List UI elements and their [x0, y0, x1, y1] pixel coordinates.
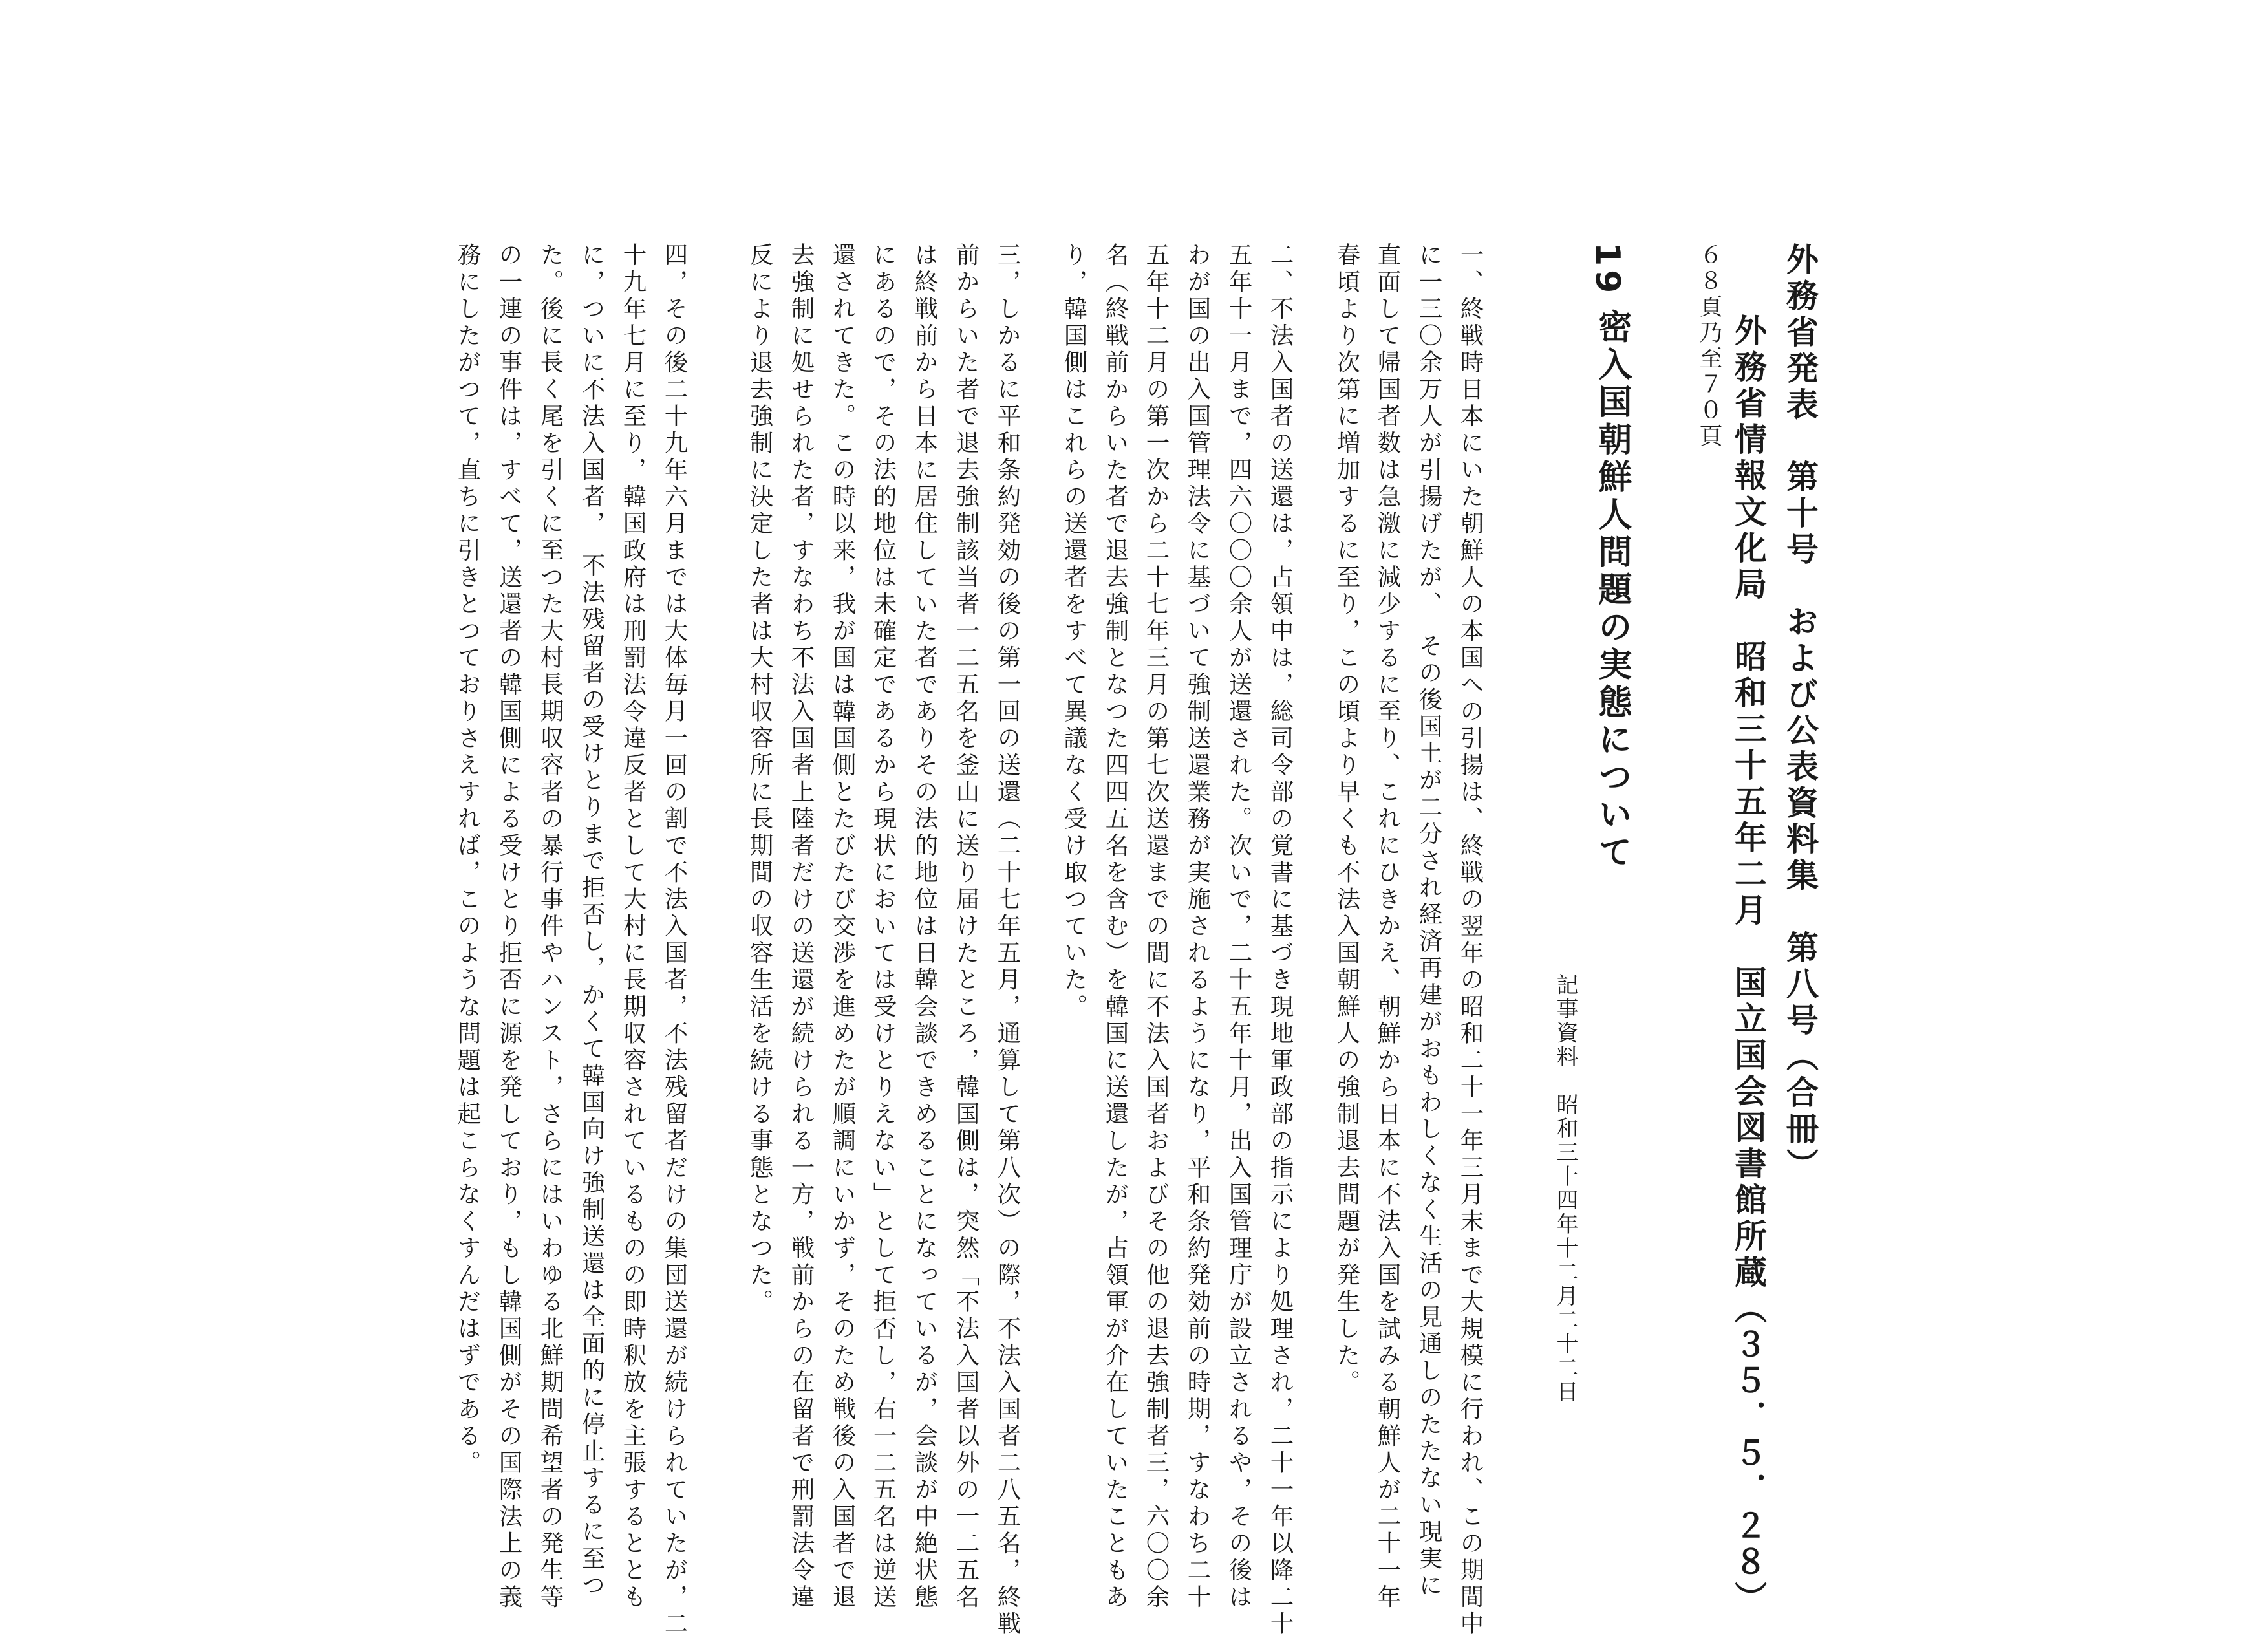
body-line: に一三〇余万人が引揚げたが、 その後国土が二分され経済再建がおもわしくなく生活の見通しのたたない現実に: [1415, 242, 1443, 1600]
body-line: 二、不法入国者の送還は，占領中は，総司令部の覚書に基づき現地軍政部の指示により処理され，二十一年以降二十: [1267, 242, 1294, 1638]
publication-source: 外務省情報文化局 昭和三十五年二月 国立国会図書館所蔵（３５．５．２８）: [1729, 314, 1767, 1617]
body-line: 還されてきた。この時以来，我が国は韓国側とたびたび交渉を進めたが順調にいかず，そのため戦後の入国者で退: [829, 242, 857, 1611]
body-line: 四，その後二十九年六月までは大体毎月一回の割で不法入国者，不法残留者だけの集団送還が続けられていたが，二: [661, 242, 689, 1638]
body-line: 十九年七月に至り，韓国政府は刑罰法令違反者として大村に長期収容されているものの即時釈放を主張するととも: [619, 242, 647, 1611]
body-line: 名（終戦前からいた者で退去強制となつた四四五名を含む）を韓国に送還したが，占領軍が介在していたこともあ: [1102, 242, 1129, 1611]
body-line: 去強制に処せられた者，すなわち不法入国者上陸者だけの送還が続けられる一方，戦前からの在留者で刑罰法令違: [787, 242, 815, 1611]
body-line: 五年十二月の第一次から二十七年三月の第七次送還までの間に不法入国者およびその他の退去強制者三，六〇〇余: [1142, 242, 1170, 1611]
article-number: 19: [1588, 242, 1627, 297]
body-line: わが国の出入国管理法令に基づいて強制送還業務が実施されるようになり，平和条約発効前の時期，すなわち二十: [1184, 242, 1212, 1611]
publication-title: 外務省発表 第十号 および公表資料集 第八号（合冊）: [1781, 242, 1819, 1184]
body-line: 春頃より次第に増加するに至り，この頃より早くも不法入国朝鮮人の強制退去問題が発生した。: [1333, 242, 1361, 1397]
body-line: 反により退去強制に決定した者は大村収容所に長期間の収容生活を続ける事態となつた。: [746, 242, 774, 1316]
body-line: り，韓国側はこれらの送還者をすべて異議なく受け取つていた。: [1060, 242, 1088, 1021]
body-line: 務にしたがつて，直ちに引きとつておりさえすれば，このような問題は起こらなくすんだはずである。: [454, 242, 482, 1477]
article-title: 密入国朝鮮人問題の実態について: [1592, 309, 1631, 872]
body-line: は終戦前から日本に居住していた者でありその法的地位は日韓会談できめることになっているが，会談が中絶状態: [911, 242, 939, 1611]
body-line: 一、終戦時日本にいた朝鮮人の本国への引揚は、終戦の翌年の昭和二十一年三月末まで大規模に行われ、この期間中: [1457, 242, 1484, 1638]
body-line: に，ついに不法入国者， 不法残留者の受けとりまで拒否し，かくて韓国向け強制送還は全面的に停止するに至つ: [578, 242, 606, 1600]
body-line: 前からいた者で退去強制該当者一二五名を釜山に送り届けたところ，韓国側は，突然「不法入国者以外の一二五名: [952, 242, 980, 1611]
body-line: 三，しかるに平和条約発効の後の第一回の送還（二十七年五月，通算して第八次）の際，不法入国者二八五名，終戦: [994, 242, 1022, 1638]
article-meta: 記事資料 昭和三十四年十二月二十二日: [1552, 973, 1578, 1404]
body-line: 五年十一月まで，四六〇〇〇余人が送還された。次いで，二十五年十月，出入国管理庁が設立されるや，その後は: [1225, 242, 1253, 1611]
body-line: の一連の事件は，すべて，送還者の韓国側による受けとり拒否に源を発しており，もし韓国側がその国際法上の義: [495, 242, 523, 1611]
page-range: ６８頁乃至７０頁: [1696, 242, 1722, 449]
body-line: にあるので，その法的地位は未確定であるから現状においては受けとりえない」として拒否し，右一二五名は逆送: [870, 242, 897, 1611]
body-line: た。後に長く尾を引くに至つた大村長期収容者の暴行事件やハンスト，さらにはいわゆる北鮮期間希望者の発生等: [537, 242, 564, 1611]
body-line: 直面して帰国者数は急激に減少するに至り、これにひきかえ、朝鮮から日本に不法入国を試みる朝鮮人が二十一年: [1374, 242, 1402, 1611]
